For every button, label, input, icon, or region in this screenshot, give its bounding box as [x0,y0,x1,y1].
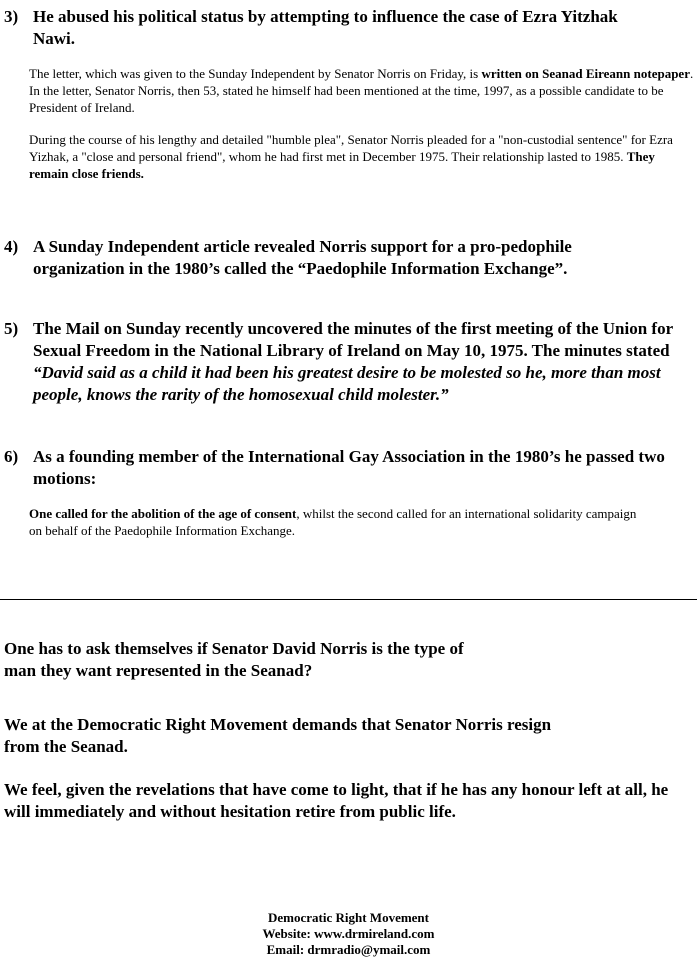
item-paragraph [29,505,649,539]
divider [0,599,697,600]
item-heading: As a founding member of the International Gay Association in the 1980’s he passed two motions: [33,447,665,488]
statement-conclusion: We feel, given the revelations that have come to light, that if he has any honour left at all, he will immediately and without hesitation retire from public life. [4,780,669,821]
footer-email: Email: drmradio@ymail.com [266,942,431,957]
footer-website: Website: www.drmireland.com [262,926,435,941]
paragraph-text: , whilst the second called for an international solidarity campaign on behalf of the Paedophile Information Exchange. [29,506,637,538]
item-heading: A Sunday Independent article revealed Norris support for a pro-pedophile organization in the 1980’s called the “Paedophile Information Exchange”. [33,237,572,278]
item-number: 5) [4,319,19,338]
statement-question: One has to ask themselves if Senator David Norris is the type of man they want represented in the Seanad? [4,639,464,680]
paragraph-emphasis: They remain close friends. [29,149,655,181]
allegation-item-4 [4,236,694,280]
allegation-item-3 [4,6,694,182]
item-number: 4) [4,237,19,256]
item-heading: He abused his political status by attempting to influence the case of Ezra Yitzhak Nawi. [33,7,618,48]
quoted-minutes: “David said as a child it had been his greatest desire to be molested so he, more than most people, knows the rarity of the homosexual child molester.” [33,363,661,404]
paragraph-emphasis: written on Seanad Eireann notepaper [481,66,690,81]
item-number: 3) [4,7,19,26]
item-paragraph [29,65,697,116]
paragraph-text: . In the letter, Senator Norris, then 53, stated he himself had been mentioned at the time, 1997, as a possible candidate to be President of Ireland. [29,66,694,115]
heading-text: The Mail on Sunday recently uncovered the minutes of the first meeting of the Union for Sexual Freedom in the National Library of Ireland on May 10, 1975. The minutes stated [33,319,673,360]
item-paragraph [29,131,697,182]
paragraph-text: During the course of his lengthy and detailed "humble plea", Senator Norris pleaded for a "non-custodial sentence" for Ezra Yizhak, a "close and personal friend", whom he had first met in December 1975. Their relationship lasted to 1985. [29,132,673,164]
allegation-item-6 [4,446,694,539]
paragraph-emphasis: One called for the abolition of the age of consent [29,506,297,521]
statement-demand: We at the Democratic Right Movement demands that Senator Norris resign from the Seanad. [4,715,552,756]
paragraph-text: The letter, which was given to the Sunday Independent by Senator Norris on Friday, is [29,66,482,81]
item-heading [33,318,693,406]
item-number: 6) [4,447,19,466]
footer-organization: Democratic Right Movement [268,910,429,925]
allegation-item-5 [4,318,694,406]
footer [0,910,697,958]
